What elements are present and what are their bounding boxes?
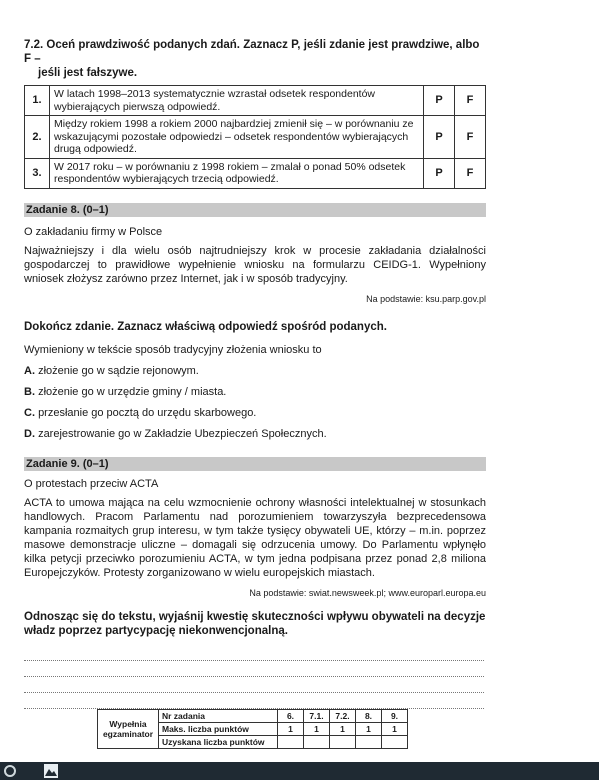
task-number-cell: 8. [356,710,382,723]
table-row [25,116,486,159]
examiner-label: Wypełnia egzaminator [98,710,159,749]
task-number-cell: 9. [382,710,408,723]
task-8-source-citation: Na podstawie: ksu.parp.gov.pl [366,293,486,304]
task-number-cell: 7.2. [330,710,356,723]
table-row [25,158,486,188]
settings-icon[interactable] [4,765,16,777]
task-9-source-title: O protestach przeciw ACTA [24,477,159,490]
task-number-cell: 7.1. [304,710,330,723]
row-number: 3. [25,158,50,188]
max-points-cell: 1 [278,723,304,736]
score-input-cell[interactable] [304,736,330,749]
answer-f-option[interactable]: F [455,86,486,116]
task-9-source-citation: Na podstawie: swiat.newsweek.pl; www.europarl.europa.eu [249,587,486,598]
answer-area[interactable] [24,645,486,709]
task-8-stem: Wymieniony w tekście sposób tradycyjny złożenia wniosku to [24,343,322,356]
option-text: złożenie go w sądzie rejonowym. [38,364,199,377]
max-points-cell: 1 [382,723,408,736]
option-key: D. [24,427,35,440]
task-8-command: Dokończ zdanie. Zaznacz właściwą odpowiedź spośród podanych. [24,320,387,333]
true-false-table [24,85,486,189]
max-points-cell: 1 [304,723,330,736]
statement-text: W 2017 roku – w porównaniu z 1998 rokiem – zmalał o ponad 50% odsetek respondentów wybierających trzecią odpowiedź. [50,158,424,188]
option-a[interactable] [24,364,486,378]
row-label: Uzyskana liczba punktów [159,736,278,749]
row-label: Nr zadania [159,710,278,723]
task-7-2-title-line1: 7.2. Oceń prawdziwość podanych zdań. Zaznacz P, jeśli zdanie jest prawdziwe, albo F – [24,39,480,65]
score-input-cell[interactable] [382,736,408,749]
option-key: A. [24,364,35,377]
max-points-cell: 1 [330,723,356,736]
answer-p-option[interactable]: P [424,116,455,159]
answer-f-option[interactable]: F [455,158,486,188]
task-7-2-title-line2: jeśli jest fałszywe. [38,67,138,79]
option-text: przesłanie go pocztą do urzędu skarbowego. [38,406,257,419]
option-text: złożenie go w urzędzie gminy / miasta. [38,385,227,398]
examiner-score-table [97,709,408,749]
answer-f-option[interactable]: F [455,116,486,159]
footer-bar [0,762,599,780]
option-key: C. [24,406,35,419]
option-text: zarejestrowanie go w Zakładzie Ubezpieczeń Społecznych. [38,427,327,440]
task-8-header: Zadanie 8. (0–1) [24,203,486,217]
table-row [25,86,486,116]
answer-line[interactable] [24,677,484,693]
score-input-cell[interactable] [278,736,304,749]
row-number: 2. [25,116,50,159]
option-b[interactable] [24,385,486,399]
max-points-cell: 1 [356,723,382,736]
image-icon[interactable] [44,764,58,778]
row-number: 1. [25,86,50,116]
option-c[interactable] [24,406,486,420]
answer-p-option[interactable]: P [424,86,455,116]
statement-text: Między rokiem 1998 a rokiem 2000 najbardziej zmienił się – w porównaniu ze wskazującymi pozostałe odpowiedzi – odsetek respondentów wybierających drugą odpowiedź. [50,116,424,159]
task-9-header: Zadanie 9. (0–1) [24,457,486,471]
option-key: B. [24,385,35,398]
task-9-command: Odnosząc się do tekstu, wyjaśnij kwestię skuteczności wpływu obywateli na decyzje władz poprzez partycypację niekonwencjonalną. [24,610,486,637]
answer-line[interactable] [24,645,484,661]
score-input-cell[interactable] [330,736,356,749]
task-7-2-instruction [24,38,486,80]
statement-text: W latach 1998–2013 systematycznie wzrastał odsetek respondentów wybierających pierwszą odpowiedź. [50,86,424,116]
table-row [98,710,408,723]
answer-p-option[interactable]: P [424,158,455,188]
answer-line[interactable] [24,661,484,677]
option-d[interactable] [24,427,486,441]
task-8-source-title: O zakładaniu firmy w Polsce [24,225,163,238]
answer-line[interactable] [24,693,484,709]
row-label: Maks. liczba punktów [159,723,278,736]
exam-page [24,38,486,709]
task-number-cell: 6. [278,710,304,723]
task-9-source-text: ACTA to umowa mająca na celu wzmocnienie ochrony własności intelektualnej w stosunkach handlowych. Pracom Parlamentu nad porozumieniem towarzyszyła bezprecedensowa kampania rozmaitych grup interesu, w tym także tysięcy obywateli UE, którzy – m.in. poprzez masowe demonstracje uliczne – domagali się odrzucenia umowy. Do Parlamentu wpłynęło kilka petycji przeciwko porozumieniu ACTA, w tym jedna podpisana przez ponad 2,8 miliona Europejczyków. Protesty zorganizowano w wielu europejskich miastach. [24,496,486,579]
score-input-cell[interactable] [356,736,382,749]
task-8-source-text: Najważniejszy i dla wielu osób najtrudniejszy krok w procesie zakładania działalności gospodarczej to prawidłowe wypełnienie wniosku na formularzu CEIDG-1. Wypełniony wniosek złożysz zarówno przez Internet, jak i w sposób tradycyjny. [24,244,486,285]
task-8-options [24,343,486,441]
